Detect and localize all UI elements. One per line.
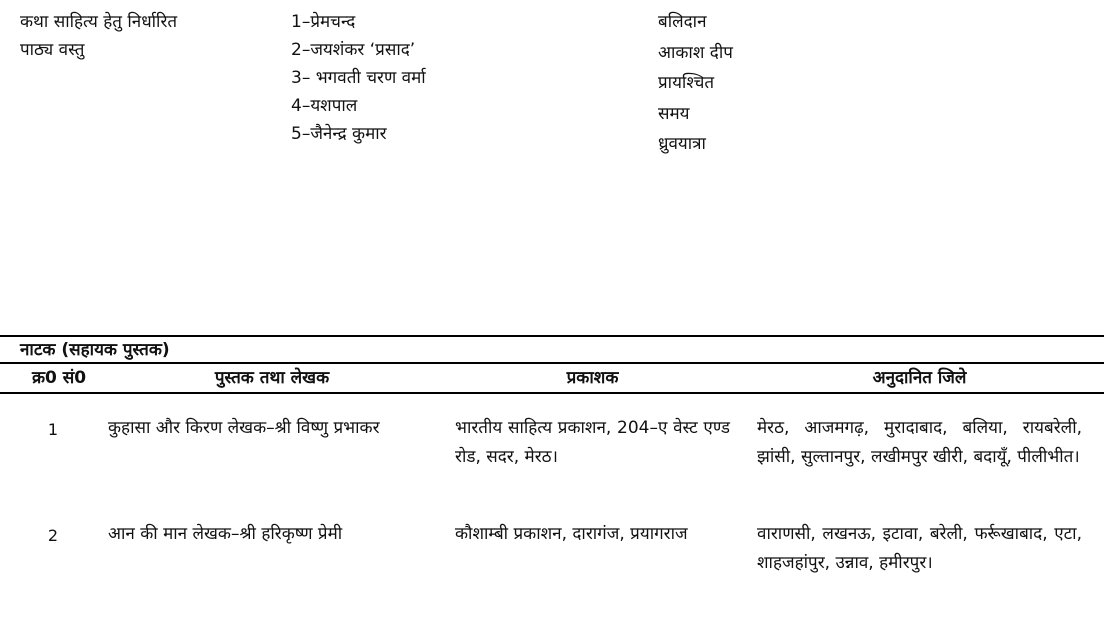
author-item: 1–प्रेमचन्द — [291, 12, 356, 32]
story-item: प्रायश्चित — [658, 73, 715, 93]
story-item: आकाश दीप — [658, 42, 733, 63]
story-list — [658, 8, 733, 161]
row-book: आन की मान लेखक–श्री हरिकृष्ण प्रेमी — [108, 524, 343, 544]
author-item: 4–यशपाल — [291, 96, 358, 116]
column-header-districts: अनुदानित जिले — [872, 368, 967, 388]
column-header-book: पुस्तक तथा लेखक — [214, 368, 330, 388]
table-top-rule — [0, 335, 1104, 337]
story-item: बलिदान — [658, 12, 707, 32]
row-publisher: कौशाम्बी प्रकाशन, दारागंज, प्रयागराज — [455, 524, 688, 544]
author-item: 5–जैनेन्द्र कुमार — [291, 124, 387, 144]
table-title: नाटक (सहायक पुस्तक) — [20, 340, 170, 360]
row-book: कुहासा और किरण लेखक–श्री विष्णु प्रभाकर — [108, 418, 380, 438]
column-header-serial: क्र0 सं0 — [31, 368, 87, 388]
column-header-publisher: प्रकाशक — [566, 368, 619, 388]
row-publisher: भारतीय साहित्य प्रकाशन, 204–ए वेस्ट एण्ड रोड, सदर, मेरठ। — [455, 418, 730, 467]
row-districts: वाराणसी, लखनऊ, इटावा, बरेली, फर्रूखाबाद, एटा, शाहजहांपुर, उन्नाव, हमीरपुर। — [757, 524, 1082, 573]
syllabus-label — [20, 8, 177, 64]
author-list — [291, 8, 426, 148]
header-bottom-rule — [0, 392, 1104, 394]
author-item: 2–जयशंकर ‘प्रसाद’ — [291, 40, 416, 60]
syllabus-label-line-1: कथा साहित्य हेतु निर्धारित — [20, 12, 178, 32]
story-item: समय — [658, 103, 690, 124]
row-serial: 1 — [47, 420, 59, 439]
syllabus-label-line-2: पाठ्य वस्तु — [20, 40, 85, 60]
header-top-rule — [0, 362, 1104, 364]
author-item: 3– भगवती चरण वर्मा — [291, 68, 426, 88]
row-serial: 2 — [47, 526, 59, 545]
story-item: ध्रुवयात्रा — [658, 134, 706, 154]
row-districts: मेरठ, आजमगढ़, मुरादाबाद, बलिया, रायबरेली, झांसी, सुल्तानपुर, लखीमपुर खीरी, बदायूँ, पीलीभीत। — [757, 418, 1082, 467]
